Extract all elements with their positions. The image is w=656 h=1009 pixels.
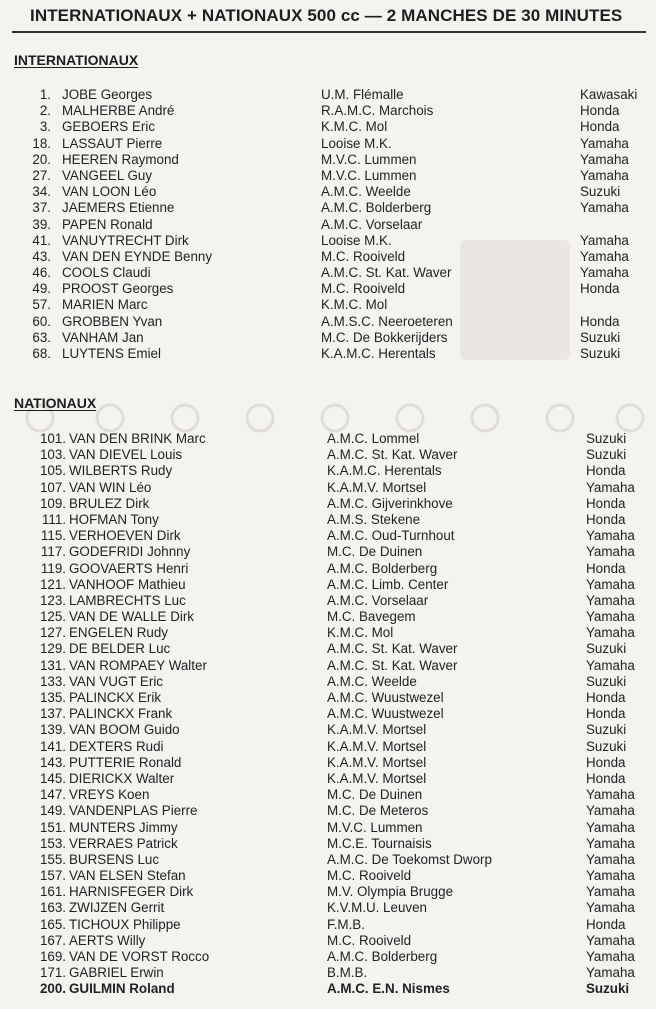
rider-brand: Yamaha [586, 884, 635, 900]
rider-name: VANHOOF Mathieu [69, 576, 186, 592]
rider-row [0, 755, 656, 771]
rider-row [0, 577, 656, 593]
rider-row [0, 512, 656, 528]
rider-number: 141. [39, 738, 66, 754]
rider-name: AERTS Willy [69, 932, 146, 948]
rider-number: 131. [39, 657, 66, 673]
rider-club: B.M.B. [327, 965, 368, 981]
rider-row [0, 528, 656, 544]
rider-number: 167. [39, 932, 66, 948]
rider-club: M.V.C. Lummen [321, 167, 417, 183]
rider-row [0, 281, 656, 297]
rider-name: COOLS Claudi [62, 265, 151, 281]
rider-row [0, 787, 656, 803]
rider-brand: Honda [586, 770, 626, 786]
rider-club: M.C. De Bokkerijders [321, 329, 448, 345]
rider-row [0, 431, 656, 447]
rider-number: 127. [39, 625, 66, 641]
rider-brand: Suzuki [586, 641, 627, 657]
rider-row [0, 820, 656, 836]
rider-brand: Honda [580, 119, 620, 135]
rider-brand: Yamaha [580, 135, 629, 151]
rider-number: 49. [32, 281, 51, 297]
rider-club: A.M.C. Limb. Center [327, 576, 449, 592]
rider-club: A.M.C. St. Kat. Waver [327, 641, 458, 657]
rider-number: 68. [32, 346, 51, 361]
rider-brand: Suzuki [586, 431, 627, 446]
rider-number: 60. [32, 313, 51, 329]
rider-name: VAN DE WALLE Dirk [69, 609, 194, 625]
rider-brand: Suzuki [586, 738, 627, 754]
rider-brand: Honda [586, 690, 626, 705]
rider-number: 163. [39, 900, 66, 916]
rider-name: GOOVAERTS Henri [69, 560, 189, 576]
rider-row [0, 609, 656, 625]
rider-number: 41. [32, 232, 51, 248]
rider-club: M.C. De Duinen [327, 544, 423, 560]
rider-club: M.V.C. Lummen [327, 819, 423, 835]
rider-row [0, 249, 656, 265]
rider-club: K.M.C. Mol [321, 119, 388, 135]
rider-row [0, 981, 656, 997]
rider-brand: Suzuki [586, 447, 627, 463]
rider-club: K.M.C. Mol [327, 625, 394, 641]
rider-number: 125. [39, 609, 66, 625]
section-heading-internationaux: INTERNATIONAUX [14, 52, 139, 68]
rider-row [0, 852, 656, 868]
rider-brand: Suzuki [586, 722, 627, 738]
rider-club: A.M.C. E.N. Nismes [327, 981, 450, 997]
rider-number: 115. [40, 528, 66, 544]
rider-club: M.C. Rooiveld [327, 868, 412, 884]
internationaux-list [0, 87, 656, 362]
rider-row [0, 480, 656, 496]
rider-number: 135. [39, 690, 66, 705]
rider-name: MUNTERS Jimmy [69, 819, 178, 835]
rider-brand: Yamaha [586, 528, 635, 544]
rider-number: 145. [39, 770, 66, 786]
rider-club: A.M.C. Lommel [327, 431, 420, 446]
rider-row [0, 447, 656, 463]
rider-brand: Honda [586, 560, 626, 576]
rider-name: VANDENPLAS Pierre [69, 803, 198, 819]
rider-row [0, 184, 656, 200]
rider-name: ZWIJZEN Gerrit [69, 900, 165, 916]
rider-brand: Honda [586, 916, 626, 932]
rider-club: M.C. Rooiveld [321, 281, 406, 297]
rider-name: TICHOUX Philippe [69, 916, 181, 932]
rider-number: 34. [32, 184, 51, 200]
rider-name: VAN LOON Léo [62, 184, 157, 200]
rider-row [0, 836, 656, 852]
rider-name: BURSENS Luc [69, 851, 160, 867]
rider-club: A.M.C. Bolderberg [321, 200, 432, 216]
nationaux-list [0, 431, 656, 998]
rider-name: VANUYTRECHT Dirk [62, 232, 189, 248]
rider-brand: Yamaha [586, 609, 635, 625]
rider-club: A.M.C. Wuustwezel [327, 690, 444, 705]
rider-brand: Yamaha [586, 900, 635, 916]
rider-row [0, 168, 656, 184]
rider-number: 171. [39, 965, 66, 981]
rider-number: 37. [32, 200, 51, 216]
rider-number: 147. [39, 787, 66, 803]
rider-row [0, 868, 656, 884]
rider-brand: Yamaha [586, 544, 635, 560]
rider-brand: Yamaha [586, 819, 635, 835]
rider-club: A.M.C. Gijverinkhove [327, 495, 453, 511]
rider-club: M.C.E. Tournaisis [327, 835, 432, 851]
rider-brand: Yamaha [580, 248, 629, 264]
rider-number: 103. [39, 447, 66, 463]
rider-name: PUTTERIE Ronald [69, 754, 182, 770]
rider-club: K.A.M.V. Mortsel [327, 479, 427, 495]
rider-club: K.A.M.V. Mortsel [327, 722, 427, 738]
rider-row [0, 933, 656, 949]
rider-name: LAMBRECHTS Luc [69, 592, 186, 608]
rider-number: 105. [39, 463, 66, 479]
rider-brand: Yamaha [586, 657, 635, 673]
rider-number: 119. [40, 560, 66, 576]
rider-row [0, 346, 656, 362]
rider-name: DIERICKX Walter [69, 770, 175, 786]
rider-brand: Yamaha [586, 479, 635, 495]
rider-club: A.M.C. St. Kat. Waver [321, 265, 452, 281]
rider-number: 63. [32, 329, 51, 345]
rider-club: U.M. Flémalle [321, 87, 404, 102]
rider-club: M.V.C. Lummen [321, 151, 417, 167]
rider-row [0, 884, 656, 900]
rider-name: GODEFRIDI Johnny [69, 544, 191, 560]
rider-brand: Yamaha [580, 232, 629, 248]
rider-brand: Yamaha [586, 965, 635, 981]
rider-club: A.M.C. St. Kat. Waver [327, 447, 458, 463]
rider-club: A.M.C. De Toekomst Dworp [327, 851, 492, 867]
rider-brand: Yamaha [586, 803, 635, 819]
rider-club: K.M.C. Mol [321, 297, 388, 313]
rider-row [0, 152, 656, 168]
rider-number: 157. [39, 868, 66, 884]
rider-name: GROBBEN Yvan [62, 313, 163, 329]
rider-club: A.M.C. Vorselaar [327, 592, 429, 608]
rider-number: 129. [39, 641, 66, 657]
rider-club: A.M.C. Weelde [327, 673, 417, 689]
rider-name: VAN DE VORST Rocco [69, 949, 210, 964]
rider-name: JAEMERS Etienne [62, 200, 175, 216]
rider-row [0, 87, 656, 103]
rider-club: K.V.M.U. Leuven [327, 900, 427, 916]
rider-club: K.A.M.V. Mortsel [327, 770, 427, 786]
rider-number: 153. [39, 835, 66, 851]
rider-name: JOBE Georges [62, 87, 153, 102]
rider-row [0, 674, 656, 690]
rider-number: 109. [39, 495, 66, 511]
rider-number: 27. [32, 167, 51, 183]
rider-brand: Honda [586, 754, 626, 770]
rider-name: GUILMIN Roland [69, 981, 175, 997]
rider-name: HEEREN Raymond [62, 151, 179, 167]
title-divider [12, 31, 646, 33]
rider-name: PALINCKX Frank [69, 706, 173, 722]
rider-club: A.M.C. St. Kat. Waver [327, 657, 458, 673]
rider-name: HOFMAN Tony [69, 511, 159, 527]
rider-club: A.M.S.C. Neeroeteren [321, 313, 453, 329]
rider-name: VREYS Koen [69, 787, 150, 803]
rider-row [0, 217, 656, 233]
rider-brand: Yamaha [580, 200, 629, 216]
rider-name: VERHOEVEN Dirk [69, 528, 181, 544]
rider-row [0, 917, 656, 933]
rider-number: 3. [39, 119, 51, 135]
rider-number: 1. [39, 87, 51, 102]
rider-number: 57. [32, 297, 51, 313]
rider-name: HARNISFEGER Dirk [69, 884, 194, 900]
rider-number: 133. [39, 673, 66, 689]
rider-row [0, 658, 656, 674]
rider-brand: Suzuki [586, 981, 630, 997]
rider-number: 107. [39, 479, 66, 495]
rider-brand: Honda [586, 706, 626, 722]
rider-row [0, 771, 656, 787]
rider-row [0, 706, 656, 722]
rider-brand: Yamaha [586, 625, 635, 641]
rider-number: 139. [39, 722, 66, 738]
rider-number: 137. [39, 706, 66, 722]
rider-name: GEBOERS Eric [62, 119, 156, 135]
rider-brand: Yamaha [586, 592, 635, 608]
rider-row [0, 803, 656, 819]
rider-club: M.C. De Duinen [327, 787, 423, 803]
rider-number: 39. [32, 216, 51, 232]
rider-number: 121. [39, 576, 66, 592]
rider-row [0, 314, 656, 330]
rider-name: VAN DEN EYNDE Benny [62, 248, 213, 264]
rider-name: VAN DEN BRINK Marc [69, 431, 206, 446]
rider-name: MARIEN Marc [62, 297, 148, 313]
rider-club: K.A.M.V. Mortsel [327, 754, 427, 770]
rider-brand: Yamaha [586, 787, 635, 803]
rider-brand: Suzuki [580, 329, 621, 345]
rider-name: BRULEZ Dirk [69, 495, 150, 511]
rider-club: Looise M.K. [321, 232, 392, 248]
rider-brand: Yamaha [580, 265, 629, 281]
rider-number: 155. [39, 851, 66, 867]
rider-name: VAN ROMPAEY Walter [69, 657, 207, 673]
rider-number: 151. [39, 819, 66, 835]
rider-club: A.M.C. Wuustwezel [327, 706, 444, 722]
rider-number: 165. [39, 916, 66, 932]
rider-brand: Suzuki [586, 673, 627, 689]
rider-brand: Yamaha [586, 932, 635, 948]
rider-number: 200. [39, 981, 66, 997]
rider-row [0, 200, 656, 216]
rider-club: R.A.M.C. Marchois [321, 103, 434, 119]
rider-number: 169. [39, 949, 66, 964]
rider-name: VAN DIEVEL Louis [69, 447, 183, 463]
rider-club: K.A.M.V. Mortsel [327, 738, 427, 754]
rider-club: M.C. Bavegem [327, 609, 416, 625]
page-title: INTERNATIONAUX + NATIONAUX 500 cc — 2 MANCHES DE 30 MINUTES [30, 6, 623, 25]
rider-brand: Kawasaki [580, 87, 638, 102]
rider-number: 123. [39, 592, 66, 608]
rider-row [0, 949, 656, 965]
rider-row [0, 625, 656, 641]
rider-brand: Honda [580, 313, 620, 329]
rider-brand: Suzuki [580, 184, 621, 200]
rider-club: K.A.M.C. Herentals [321, 346, 436, 361]
rider-name: PROOST Georges [62, 281, 174, 297]
rider-row [0, 330, 656, 346]
rider-row [0, 265, 656, 281]
rider-row [0, 900, 656, 916]
rider-club: A.M.C. Bolderberg [327, 949, 438, 964]
rider-row [0, 739, 656, 755]
rider-name: GABRIEL Erwin [69, 965, 164, 981]
rider-brand: Honda [580, 103, 620, 119]
rider-brand: Yamaha [580, 167, 629, 183]
rider-name: VANGEEL Guy [62, 167, 153, 183]
rider-number: 111. [41, 511, 66, 527]
rider-name: LASSAUT Pierre [62, 135, 163, 151]
rider-brand: Yamaha [586, 835, 635, 851]
rider-number: 2. [39, 103, 51, 119]
rider-number: 46. [32, 265, 51, 281]
rider-name: PALINCKX Erik [69, 690, 162, 705]
rider-name: VAN WIN Léo [69, 479, 152, 495]
ghost-helmet-icons [27, 405, 643, 431]
rider-club: M.V. Olympia Brugge [327, 884, 454, 900]
rider-brand: Yamaha [586, 949, 635, 964]
rider-number: 43. [32, 248, 51, 264]
rider-row [0, 722, 656, 738]
rider-club: M.C. Rooiveld [321, 248, 406, 264]
rider-row [0, 641, 656, 657]
rider-name: VANHAM Jan [62, 329, 144, 345]
rider-row [0, 103, 656, 119]
rider-name: VAN VUGT Eric [69, 673, 163, 689]
rider-row [0, 233, 656, 249]
rider-name: MALHERBE André [62, 103, 175, 119]
rider-club: F.M.B. [327, 916, 365, 932]
rider-number: 117. [40, 544, 66, 560]
rider-number: 149. [39, 803, 66, 819]
rider-name: VAN ELSEN Stefan [69, 868, 186, 884]
rider-name: PAPEN Ronald [62, 216, 153, 232]
rider-brand: Yamaha [586, 851, 635, 867]
rider-name: LUYTENS Emiel [62, 346, 161, 361]
rider-brand: Yamaha [586, 576, 635, 592]
rider-brand: Honda [586, 495, 626, 511]
rider-number: 18. [32, 135, 51, 151]
rider-row [0, 463, 656, 479]
rider-row [0, 690, 656, 706]
rider-brand: Suzuki [580, 346, 621, 361]
rider-name: WILBERTS Rudy [69, 463, 173, 479]
rider-name: ENGELEN Rudy [69, 625, 168, 641]
rider-row [0, 136, 656, 152]
rider-row [0, 544, 656, 560]
rider-name: DEXTERS Rudi [69, 738, 164, 754]
rider-number: 161. [39, 884, 66, 900]
rider-row [0, 561, 656, 577]
rider-club: M.C. Rooiveld [327, 932, 412, 948]
rider-number: 20. [32, 151, 51, 167]
rider-brand: Honda [580, 281, 620, 297]
rider-club: K.A.M.C. Herentals [327, 463, 442, 479]
rider-row [0, 965, 656, 981]
rider-club: A.M.C. Vorselaar [321, 216, 423, 232]
rider-number: 101. [39, 431, 66, 446]
rider-club: M.C. De Meteros [327, 803, 429, 819]
rider-name: VAN BOOM Guido [69, 722, 180, 738]
rider-row [0, 593, 656, 609]
rider-number: 143. [39, 754, 66, 770]
rider-club: Looise M.K. [321, 135, 392, 151]
rider-row [0, 496, 656, 512]
rider-brand: Yamaha [586, 868, 635, 884]
rider-row [0, 119, 656, 135]
rider-name: DE BELDER Luc [69, 641, 171, 657]
section-heading-nationaux: NATIONAUX [14, 395, 97, 411]
rider-club: A.M.S. Stekene [327, 511, 421, 527]
rider-row [0, 297, 656, 313]
rider-brand: Honda [586, 463, 626, 479]
rider-club: A.M.C. Bolderberg [327, 560, 438, 576]
rider-brand: Honda [586, 511, 626, 527]
rider-name: VERRAES Patrick [69, 835, 178, 851]
rider-club: A.M.C. Weelde [321, 184, 411, 200]
rider-brand: Yamaha [580, 151, 629, 167]
rider-club: A.M.C. Oud-Turnhout [327, 528, 455, 544]
